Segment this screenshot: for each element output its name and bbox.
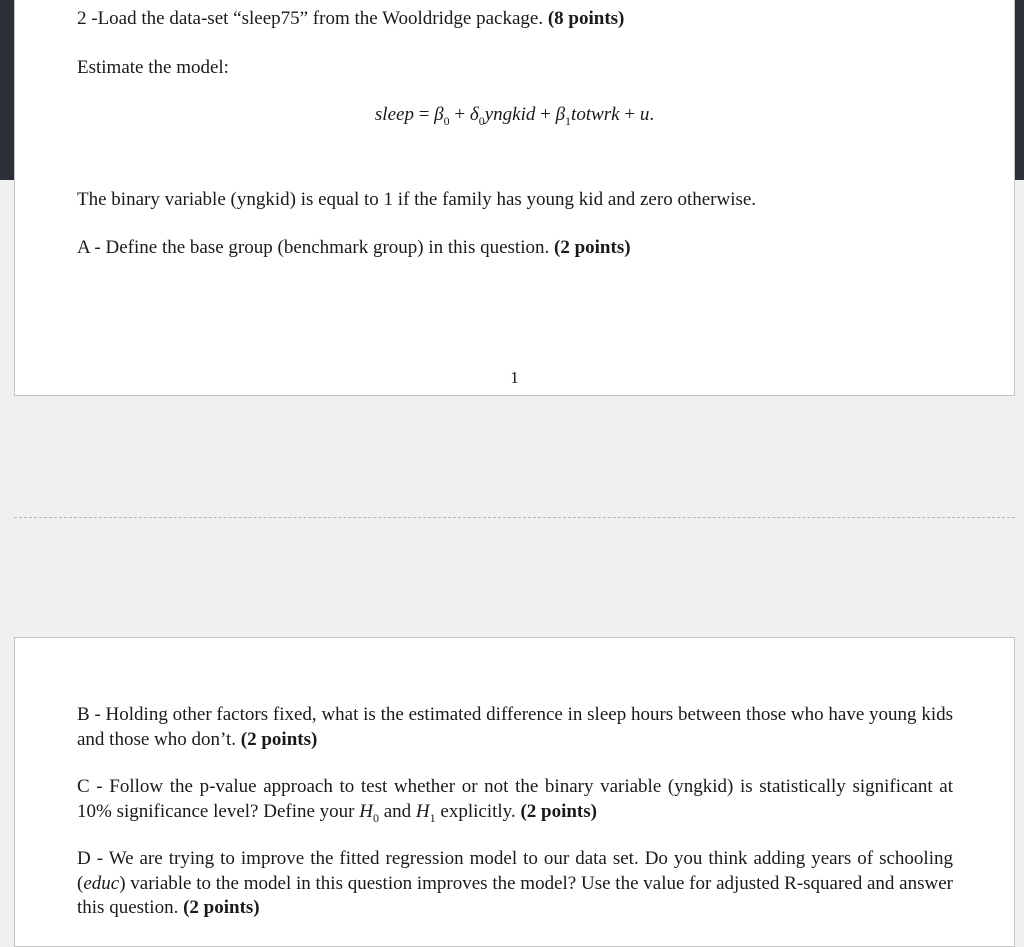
binary-variable-note: The binary variable (yngkid) is equal to 1 if the family has young kid and zero otherwise.	[77, 189, 757, 210]
document-page-1	[14, 0, 1015, 396]
part-a	[77, 236, 631, 261]
document-page-2	[14, 637, 1015, 947]
part-d-text-1: D - We are trying to improve the fitted regression model to our data set. Do you think adding years of schooling (	[77, 848, 953, 894]
estimate-label: Estimate the model:	[77, 57, 229, 78]
part-b	[77, 703, 953, 752]
part-a-points: (2 points)	[554, 237, 631, 258]
viewer-right-edge	[1014, 0, 1024, 180]
part-c-text-2: explicitly.	[435, 800, 516, 822]
part-c-points: (2 points)	[520, 800, 597, 822]
eq-error-term: u	[639, 104, 650, 125]
eq-beta0-sub: 0	[443, 113, 450, 128]
part-a-text: A - Define the base group (benchmark group) in this question.	[77, 237, 550, 258]
eq-plus-1: +	[449, 104, 470, 125]
part-d-points: (2 points)	[183, 897, 260, 918]
eq-beta0: β	[434, 104, 444, 125]
eq-beta1: β	[555, 104, 566, 125]
eq-period: .	[649, 104, 655, 125]
part-d	[77, 847, 953, 921]
educ-variable: educ	[83, 872, 120, 894]
question-points: (8 points)	[547, 8, 625, 29]
part-c-text-1: C - Follow the p-value approach to test whether or not the binary variable (yngkid) is statistically significant at 10% significance level? Define your	[77, 776, 953, 822]
eq-delta0: δ	[469, 104, 479, 125]
eq-equals: =	[413, 104, 435, 125]
eq-delta0-sub: 0	[478, 113, 485, 128]
h0-symbol: $H_0$	[359, 800, 379, 825]
eq-beta1-sub: 1	[565, 113, 572, 128]
eq-plus-3: +	[619, 104, 640, 125]
eq-plus-2: +	[535, 104, 556, 125]
question-2-heading	[77, 7, 624, 32]
regression-equation	[15, 104, 1014, 129]
eq-totwrk: totwrk	[571, 104, 620, 125]
part-d-text-2: ) variable to the model in this question improves the model? Use the value for adjusted R-squared and answer this question.	[77, 872, 953, 918]
part-b-points: (2 points)	[240, 728, 318, 750]
part-b-text: B - Holding other factors fixed, what is the estimated difference in sleep hours between those who have young kids and those who don’t.	[77, 704, 953, 750]
question-intro: 2 -Load the data-set “sleep75” from the Wooldridge package.	[77, 8, 544, 29]
part-c	[77, 775, 953, 830]
viewer-left-edge	[0, 0, 14, 180]
eq-yngkid: yngkid	[484, 104, 536, 125]
page-number: 1	[510, 368, 519, 387]
eq-lhs: sleep	[374, 104, 414, 125]
part-c-and: and	[378, 800, 416, 822]
page-break-divider	[14, 517, 1015, 518]
h1-symbol: $H_1$	[415, 800, 436, 825]
